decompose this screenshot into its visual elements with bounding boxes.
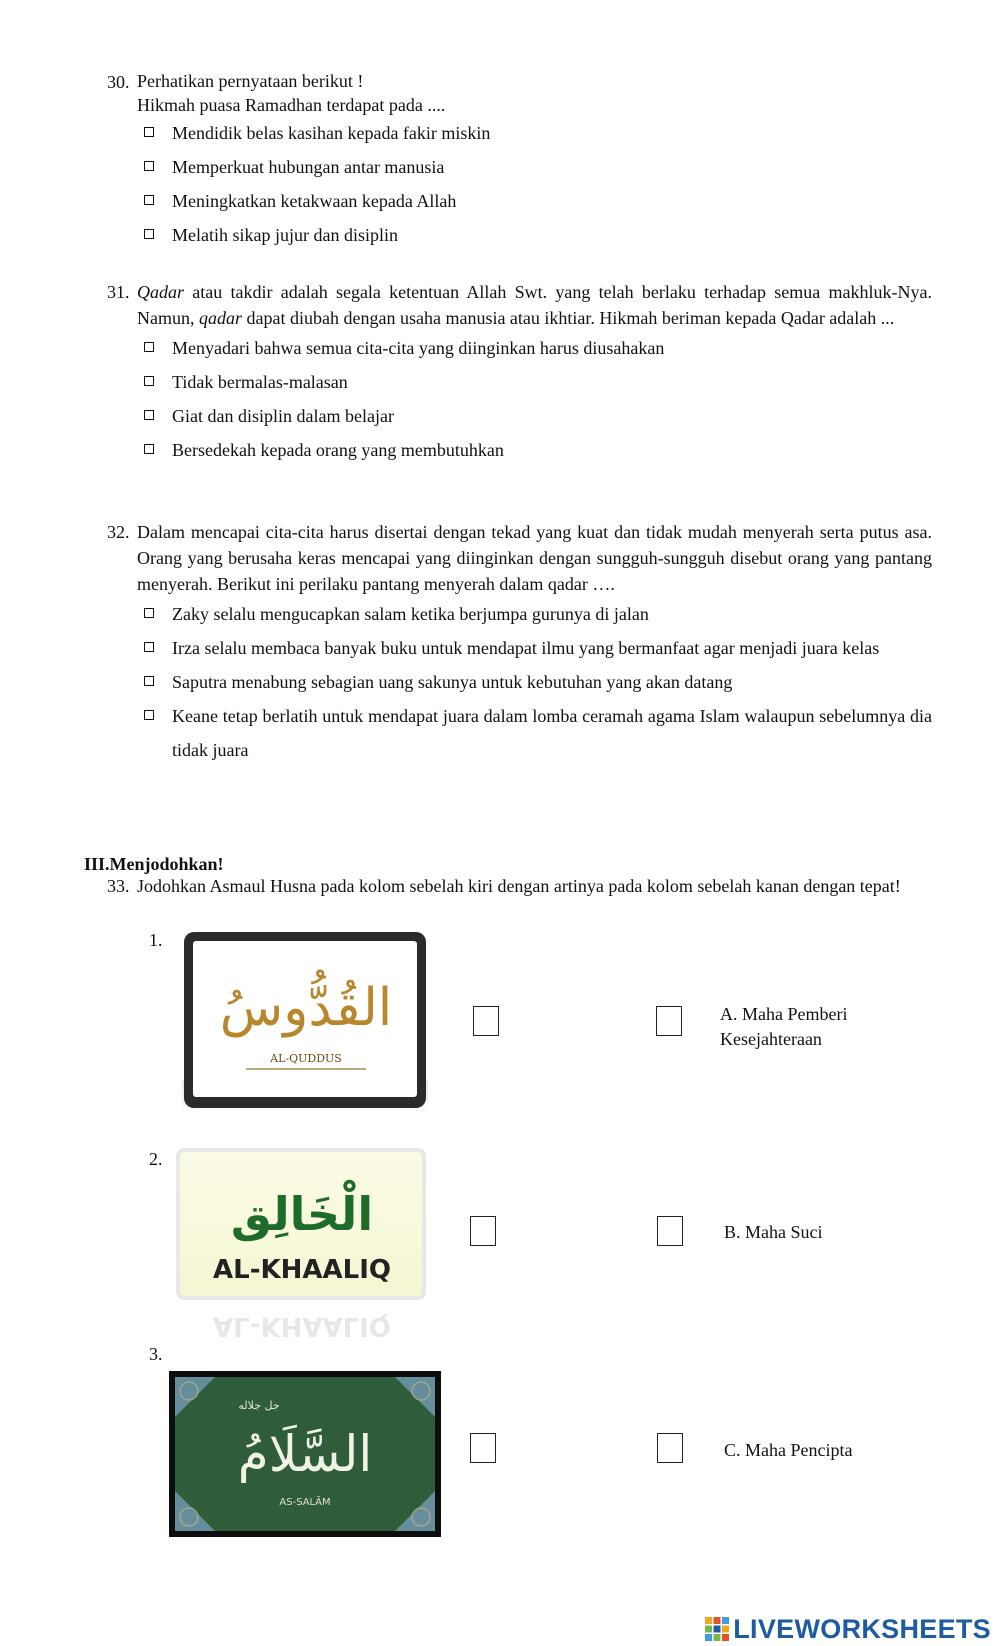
option[interactable]: Mendidik belas kasihan kepada fakir miskin [142,116,932,150]
arabic-text: الْخَالِق [230,1187,374,1241]
checkbox[interactable] [144,710,154,720]
item-number: 2. [149,1149,163,1169]
answer-box[interactable] [470,1216,496,1246]
checkbox[interactable] [144,608,154,618]
as-salam-image [169,1371,441,1537]
question-number: 31. [107,282,130,302]
answer-box[interactable] [473,1006,499,1036]
checkbox[interactable] [144,642,154,652]
small-arabic: جل جلاله [238,1399,280,1412]
option[interactable]: Menyadari bahwa semua cita-cita yang diinginkan harus diusahakan [142,331,932,365]
option[interactable]: Melatih sikap jujur dan disiplin [142,218,932,252]
svg-text:AL-KHAALIQ: AL-KHAALIQ [213,1311,391,1341]
logo-text: LIVEWORKSHEETS [733,1614,991,1644]
liveworksheets-logo [705,1616,991,1642]
question-text: Dalam mencapai cita-cita harus disertai dengan tekad yang kuat dan tidak mudah menyerah serta putus asa. Orang yang berusaha keras mencapai yang diinginkan dengan sungguh-sungguh disebut orang yang pantang menyerah. Berikut ini perilaku pantang menyerah dalam qadar …. [137,522,932,594]
checkbox[interactable] [144,410,154,420]
al-quddus-image [182,930,430,1114]
arabic-text: القُدُّوسُ [219,978,393,1038]
option[interactable]: Memperkuat hubungan antar manusia [142,150,932,184]
checkbox[interactable] [144,127,154,137]
checkbox[interactable] [144,161,154,171]
answer-option-a: A. Maha Pemberi Kesejahteraan [720,1004,848,1049]
option[interactable]: Keane tetap berlatih untuk mendapat juara dalam lomba ceramah agama Islam walaupun sebelumnya dia tidak juara [142,699,932,767]
question-number: 30. [107,72,130,92]
question-text: Hikmah puasa Ramadhan terdapat pada .... [137,95,446,115]
latin-label: AL-QUDDUS [270,1052,342,1065]
answer-box[interactable] [656,1006,682,1036]
section-heading: III.Menjodohkan! [84,854,224,874]
option[interactable]: Zaky selalu mengucapkan salam ketika berjumpa gurunya di jalan [142,597,932,631]
question-33 [107,873,932,899]
question-number: 33. [107,876,130,896]
answer-box[interactable] [657,1216,683,1246]
question-number: 32. [107,522,130,542]
al-khaaliq-image [174,1146,430,1344]
question-text: Qadar atau takdir adalah segala ketentuan Allah Swt. yang telah berlaku terhadap semua makhluk-Nya. Namun, qadar dapat diubah dengan usaha manusia atau ikhtiar. Hikmah beriman kepada Qadar adalah ... [137,282,932,328]
question-text: Perhatikan pernyataan berikut ! [137,71,364,91]
checkbox[interactable] [144,676,154,686]
checkbox[interactable] [144,444,154,454]
question-text: Jodohkan Asmaul Husna pada kolom sebelah kiri dengan artinya pada kolom sebelah kanan dengan tepat! [137,876,901,896]
option[interactable]: Tidak bermalas-malasan [142,365,932,399]
answer-box[interactable] [470,1433,496,1463]
question-31 [107,279,932,467]
answer-option-b: B. Maha Suci [724,1222,823,1242]
question-30 [107,69,932,252]
option[interactable]: Saputra menabung sebagian uang sakunya untuk kebutuhan yang akan datang [142,665,932,699]
arabic-text: السَّلَامُ [237,1425,373,1483]
checkbox[interactable] [144,342,154,352]
checkbox[interactable] [144,376,154,386]
answer-option-c: C. Maha Pencipta [724,1440,853,1460]
liveworksheets-logo-icon [705,1617,729,1641]
option[interactable]: Irza selalu membaca banyak buku untuk mendapat ilmu yang bermanfaat agar menjadi juara kelas [142,631,932,665]
option[interactable]: Giat dan disiplin dalam belajar [142,399,932,433]
question-32 [107,519,932,767]
checkbox[interactable] [144,229,154,239]
item-number: 3. [149,1344,163,1364]
item-number: 1. [149,930,163,950]
latin-label: AS-SALĀM [279,1497,331,1508]
option[interactable]: Meningkatkan ketakwaan kepada Allah [142,184,932,218]
latin-label: AL-KHAALIQ [213,1255,391,1285]
option[interactable]: Bersedekah kepada orang yang membutuhkan [142,433,932,467]
answer-box[interactable] [657,1433,683,1463]
checkbox[interactable] [144,195,154,205]
